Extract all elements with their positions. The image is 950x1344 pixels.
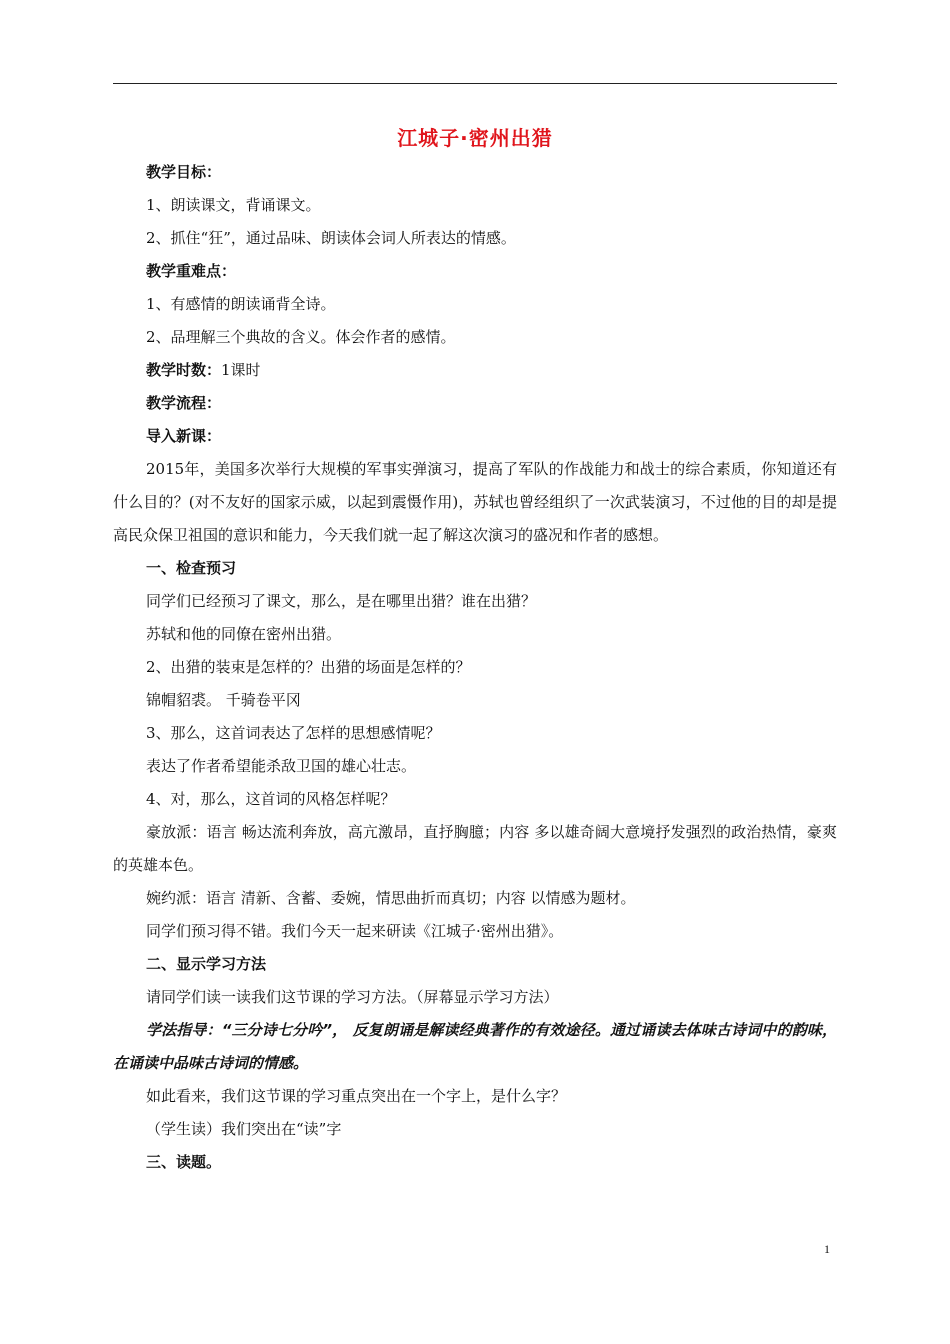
- section-heading: 教学目标：: [146, 163, 222, 181]
- method-paragraph: 学法指导：“三分诗七分吟”， 反复朗诵是解读经典著作的有效途径。通过诵读去体味古诗词中的韵味，在诵读中品味古诗词的情感。: [113, 1021, 837, 1072]
- paragraph: 请同学们读一读我们这节课的学习方法。（屏幕显示学习方法）: [146, 988, 559, 1006]
- paragraph: 3、那么，这首词表达了怎样的思想感情呢？: [146, 724, 441, 742]
- section-heading: 导入新课：: [146, 427, 222, 445]
- paragraph: 苏轼和他的同僚在密州出猎。: [146, 625, 342, 643]
- labeled-paragraph: [113, 354, 837, 387]
- paragraph: 4、对，那么，这首词的风格怎样呢？: [146, 790, 396, 808]
- document-title: 江城子·密州出猎: [397, 126, 553, 150]
- paragraph: 2、抓住“狂”，通过品味、朗读体会词人所表达的情感。: [146, 229, 516, 247]
- paragraph: 婉约派：语言 清新、含蓄、委婉，情思曲折而真切；内容 以情感为题材。: [146, 889, 636, 907]
- section-heading: 教学重难点：: [146, 262, 237, 280]
- paragraph: 同学们预习得不错。我们今天一起来研读《江城子·密州出猎》。: [146, 922, 564, 940]
- paragraph: 锦帽貂裘。 千骑卷平冈: [146, 691, 301, 709]
- paragraph: 如此看来，我们这节课的学习重点突出在一个字上，是什么字？: [146, 1087, 567, 1105]
- section-heading: 教学流程：: [146, 394, 222, 412]
- section-heading: 二、显示学习方法: [146, 955, 267, 973]
- section-heading: 一、检查预习: [146, 559, 237, 577]
- paragraph: 1、有感情的朗读诵背全诗。: [146, 295, 336, 313]
- document-body: [113, 156, 837, 1179]
- section-heading: 三、读题。: [146, 1153, 222, 1171]
- paragraph: 1、朗读课文，背诵课文。: [146, 196, 321, 214]
- paragraph: 表达了作者希望能杀敌卫国的雄心壮志。: [146, 757, 417, 775]
- paragraph: 2、品理解三个典故的含义。体会作者的感情。: [146, 328, 456, 346]
- paragraph-value: 1课时: [221, 361, 261, 379]
- paragraph: （学生读）我们突出在“读”字: [146, 1120, 342, 1138]
- paragraph: 同学们已经预习了课文，那么，是在哪里出猎？谁在出猎？: [146, 592, 537, 610]
- header-rule: [113, 83, 837, 84]
- paragraph-label: 教学时数：: [146, 361, 222, 379]
- paragraph: 豪放派：语言 畅达流利奔放，高亢激昂，直抒胸臆；内容 多以雄奇阔大意境抒发强烈的政治热情，豪爽的英雄本色。: [113, 823, 837, 874]
- page-number: 1: [824, 1242, 830, 1256]
- paragraph: 2015年，美国多次举行大规模的军事实弹演习，提高了军队的作战能力和战士的综合素质，你知道还有什么目的？(对不友好的国家示威，以起到震慑作用)，苏轼也曾经组织了一次武装演习，不过他的目的却是提高民众保卫祖国的意识和能力，今天我们就一起了解这次演习的盛况和作者的感想。: [113, 460, 837, 544]
- paragraph: 2、出猎的装束是怎样的？出猎的场面是怎样的？: [146, 658, 471, 676]
